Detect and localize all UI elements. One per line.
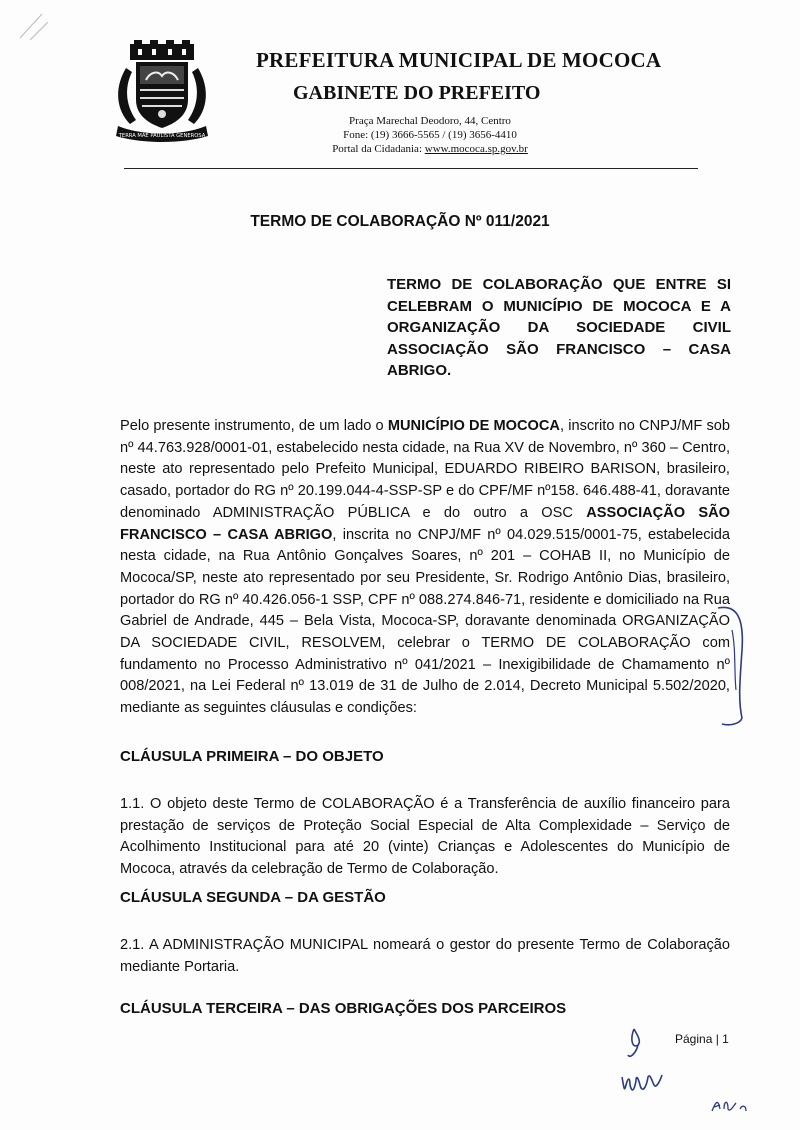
preamble-party-2: ASSOCIAÇÃO SÃO FRANCISCO – CASA ABRIGO [120, 504, 730, 543]
clause-1-heading: CLÁUSULA PRIMEIRA – DO OBJETO [120, 748, 384, 765]
header-address: Praça Marechal Deodoro, 44, Centro [349, 115, 511, 127]
handwritten-margin-bracket [712, 600, 752, 730]
preamble-paragraph [120, 416, 730, 720]
preamble-text-1: Pelo presente instrumento, de um lado o [120, 418, 388, 434]
header-address-block [300, 114, 560, 156]
portal-link[interactable]: www.mococa.sp.gov.br [424, 143, 528, 155]
clause-2-text: 2.1. A ADMINISTRAÇÃO MUNICIPAL nomeará o gestor do presente Termo de Colaboração mediante Portaria. [120, 937, 730, 975]
clause-1-text: 1.1. O objeto deste Termo de COLABORAÇÃO é a Transferência de auxílio financeiro para prestação de serviços de Proteção Social Especial de Alta Complexidade – Serviço de Acolhimento Institucional para até 20 (vinte) Crianças e Adolescentes do Município de Mococa, através da celebração de Termo de Colaboração. [120, 796, 730, 878]
scan-mark [0, 0, 70, 60]
clause-3-heading: CLÁUSULA TERCEIRA – DAS OBRIGAÇÕES DOS PARCEIROS [120, 1000, 567, 1017]
page-number: Página | 1 [675, 1032, 729, 1046]
header-subtitle: GABINETE DO PREFEITO [293, 82, 541, 104]
handwritten-initials [600, 1015, 790, 1125]
document-ementa: TERMO DE COLABORAÇÃO QUE ENTRE SI CELEBRAM O MUNICÍPIO DE MOCOCA E A ORGANIZAÇÃO DA SOCIEDADE CIVIL ASSOCIAÇÃO SÃO FRANCISCO – CASA ABRIGO. [387, 276, 731, 379]
header-portal [300, 142, 560, 156]
preamble-party-1: MUNICÍPIO DE MOCOCA [387, 418, 560, 434]
header-title: PREFEITURA MUNICIPAL DE MOCOCA [256, 48, 662, 72]
clause-2-heading: CLÁUSULA SEGUNDA – DA GESTÃO [120, 889, 386, 906]
header-divider [124, 168, 698, 169]
document-title: TERMO DE COLABORAÇÃO Nº 011/2021 [250, 213, 550, 230]
crest-ribbon-text: TERRA MÃE PAULISTA GENEROSA [118, 133, 206, 139]
municipal-crest-icon [112, 40, 212, 144]
preamble-text-3: , inscrita no CNPJ/MF nº 04.029.515/0001-75, estabelecida nesta cidade, na Rua Antônio Gonçalves Soares, nº 201 – COHAB II, no Município de Mococa/SP, neste ato representado por seu Presidente, Sr. Rodrigo Antônio Dias, brasileiro, portador do RG nº 40.426.056-1 SSP, CPF nº 088.274.846-71, residente e domiciliado na Rua Gabriel de Andrade, 445 – Bela Vista, Mococa-SP, doravante denominada ORGANIZAÇÃO DA SOCIEDADE CIVIL, RESOLVEM, celebrar o TERMO DE COLABORAÇÃO com fundamento no Processo Administrativo nº 041/2021 – Inexigibilidade de Chamamento nº 008/2021, na Lei Federal nº 13.019 de 31 de Julho de 2.014, Decreto Municipal 5.502/2020, mediante as seguintes cláusulas e condições: [120, 526, 730, 717]
header-phone: Fone: (19) 3666-5565 / (19) 3656-4410 [343, 129, 517, 141]
portal-label: Portal da Cidadania: [332, 143, 425, 155]
preamble-text-2: , inscrito no CNPJ/MF sob nº 44.763.928/0001-01, estabelecido nesta cidade, na Rua XV de Novembro, nº 360 – Centro, neste ato representado pelo Prefeito Municipal, EDUARDO RIBEIRO BARISON, brasileiro, casado, portador do RG nº 20.199.044-4-SSP-SP e do CPF/MF nº158. 646.488-41, doravante denominado ADMINISTRAÇÃO PÚBLICA e do outro a OSC [120, 418, 731, 521]
